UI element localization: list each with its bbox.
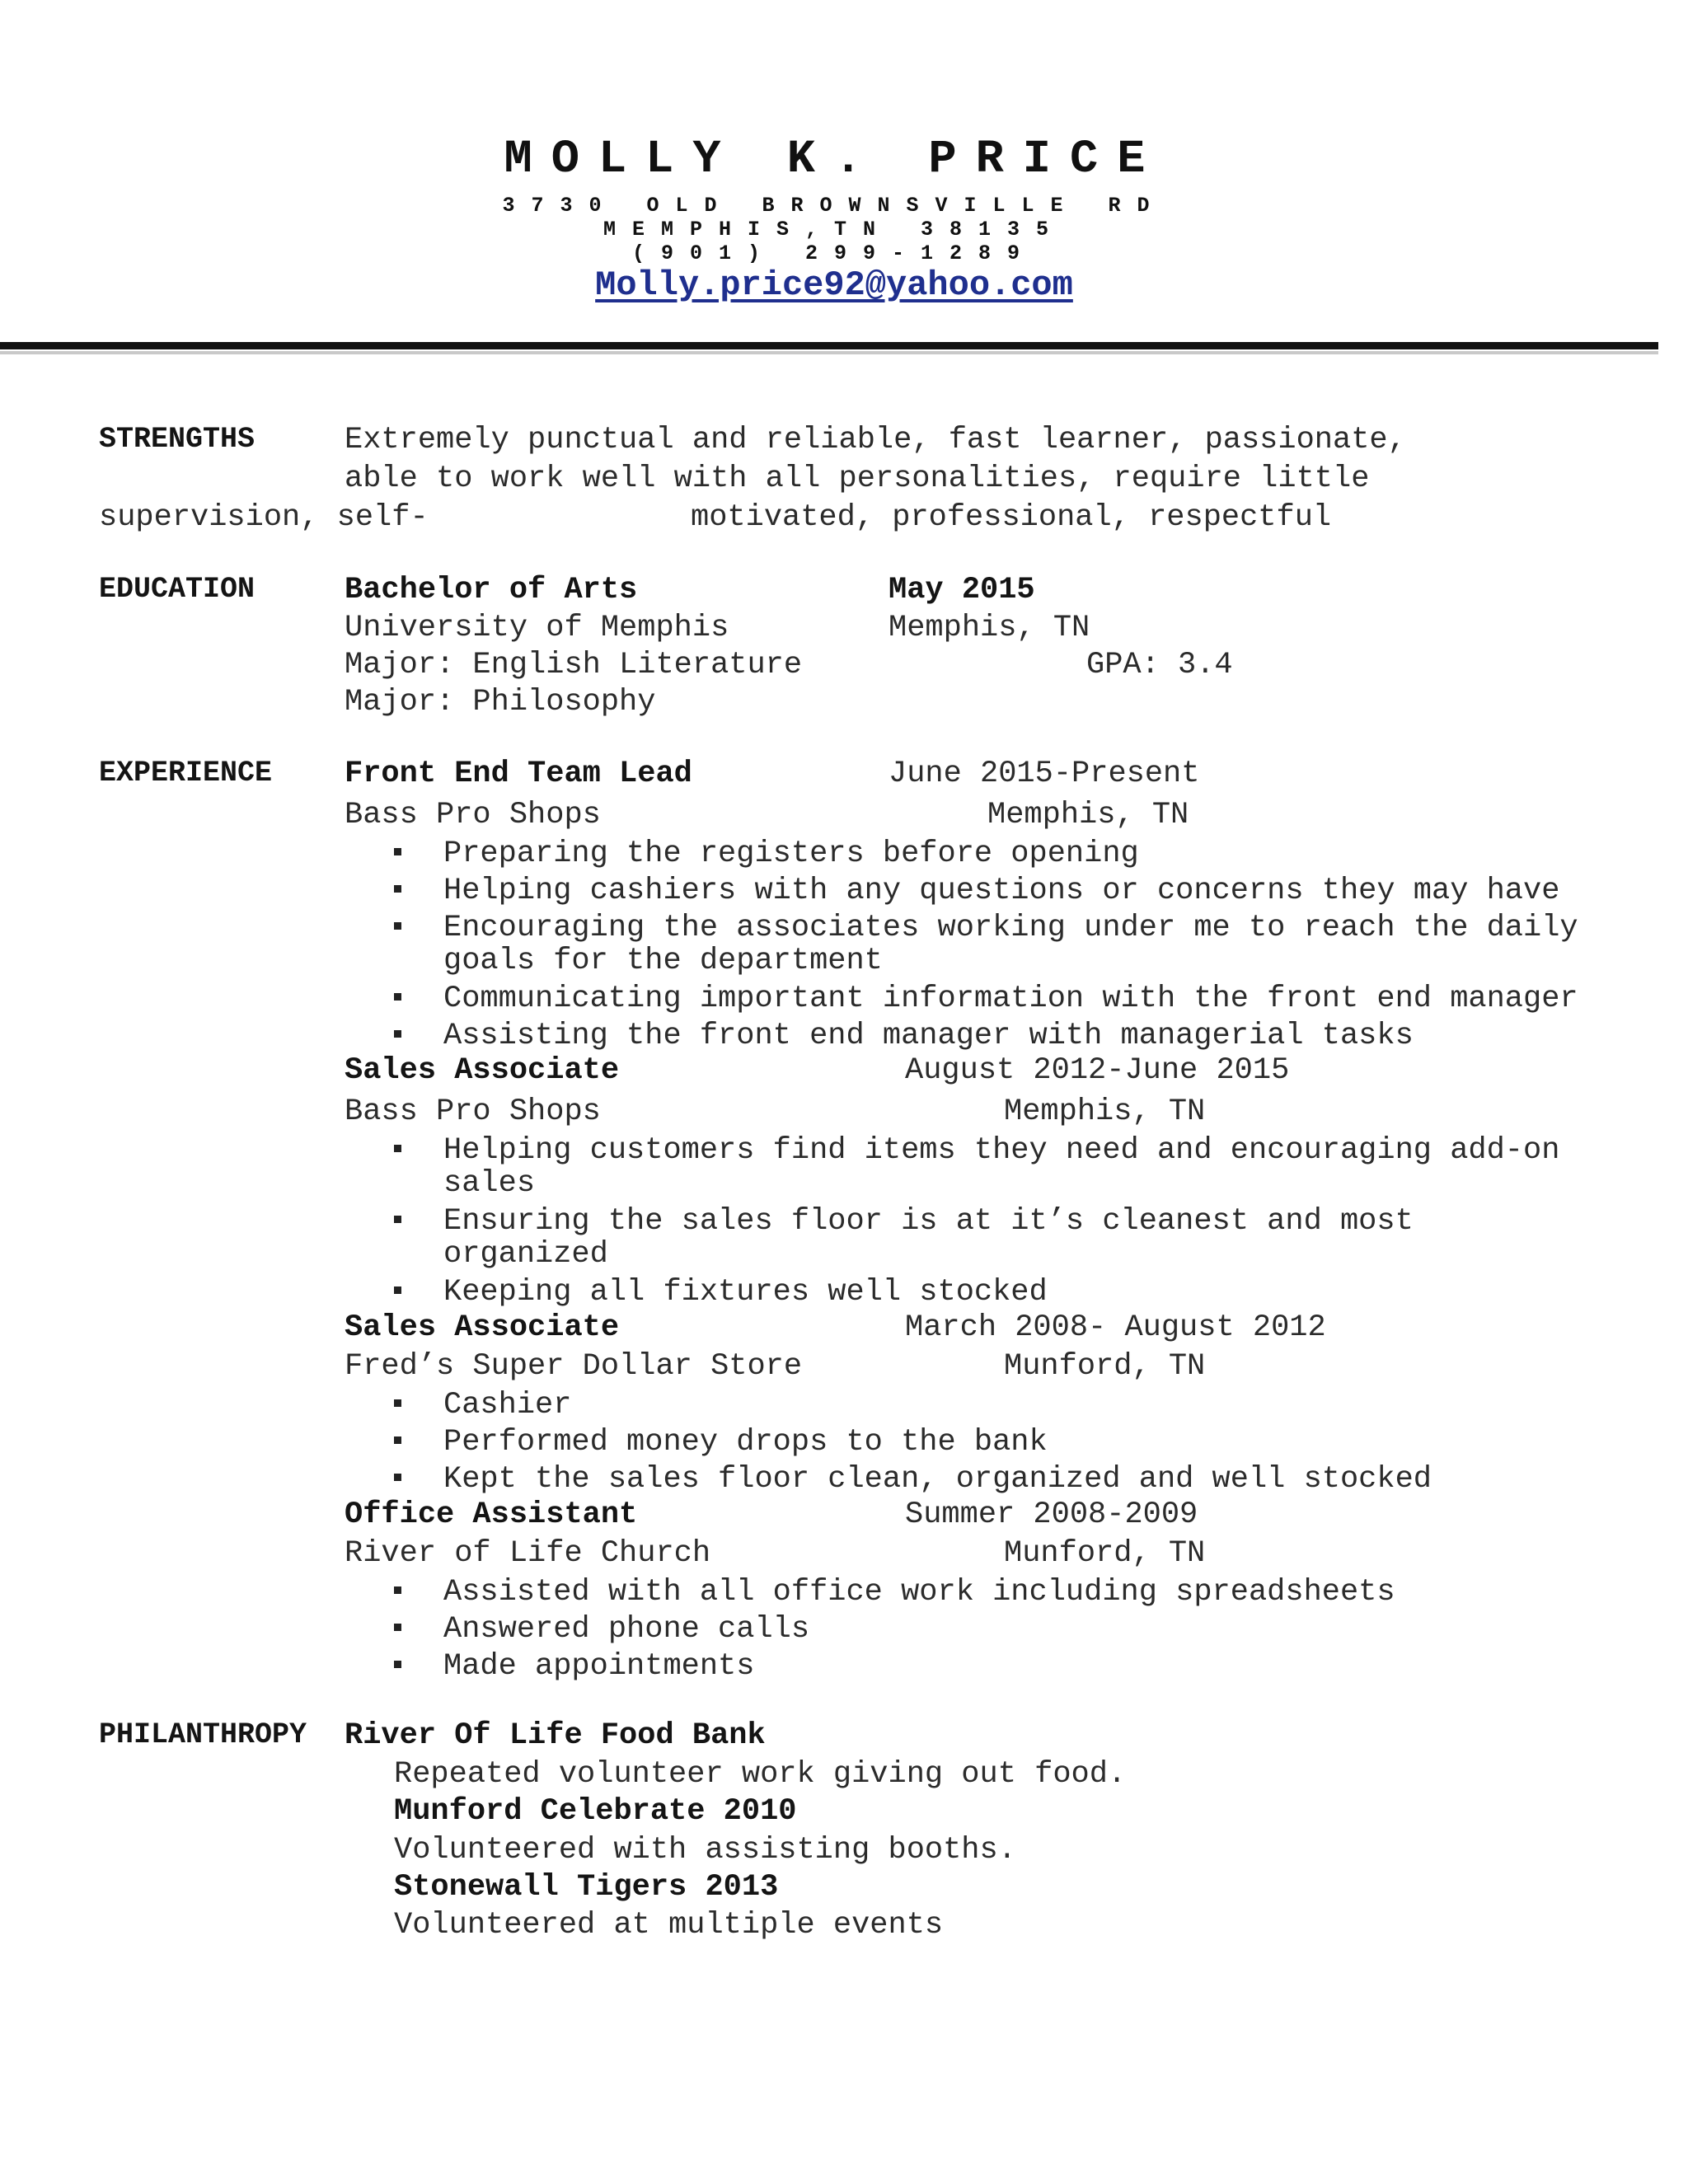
job-location: Memphis, TN <box>987 798 1189 832</box>
job-title: Sales Associate <box>345 1310 620 1345</box>
address-line-2: MEMPHIS,TN 38135 <box>603 218 1066 241</box>
bullet-icon <box>394 993 401 1001</box>
bullet-icon <box>394 885 401 893</box>
philanthropy-desc: Volunteered with assisting booths. <box>394 1833 1016 1868</box>
bullet-icon <box>394 1216 401 1223</box>
header-divider <box>0 342 1658 349</box>
job-bullet-continuation: organized <box>443 1237 608 1272</box>
bullet-icon <box>394 1624 401 1631</box>
job-employer: Bass Pro Shops <box>345 1094 601 1129</box>
bullet-icon <box>394 1399 401 1407</box>
strengths-line: motivated, professional, respectful <box>691 500 1332 535</box>
job-bullet: Helping customers find items they need and encouraging add-on <box>443 1133 1560 1168</box>
job-bullet: Preparing the registers before opening <box>443 837 1139 871</box>
job-bullet-continuation: sales <box>443 1166 536 1201</box>
philanthropy-title: River Of Life Food Bank <box>345 1718 766 1753</box>
job-bullet: Assisted with all office work including spreadsheets <box>443 1575 1395 1610</box>
job-employer: Bass Pro Shops <box>345 798 601 832</box>
job-bullet: Answered phone calls <box>443 1612 810 1647</box>
header-divider-shadow <box>0 351 1658 354</box>
bullet-icon <box>394 1436 401 1444</box>
job-bullet: Helping cashiers with any questions or concerns they may have <box>443 874 1560 908</box>
degree-date: May 2015 <box>889 573 1035 607</box>
job-employer: River of Life Church <box>345 1536 711 1571</box>
section-heading-education: EDUCATION <box>99 573 256 606</box>
resume-name: MOLLY K. PRICE <box>504 134 1165 186</box>
major-1: Major: English Literature <box>345 648 803 682</box>
bullet-icon <box>394 922 401 930</box>
bullet-icon <box>394 848 401 855</box>
bullet-icon <box>394 1030 401 1038</box>
job-bullet: Communicating important information with the front end manager <box>443 982 1578 1016</box>
degree-title: Bachelor of Arts <box>345 573 638 607</box>
job-dates: June 2015-Present <box>889 757 1200 791</box>
strengths-line: Extremely punctual and reliable, fast learner, passionate, <box>345 423 1406 457</box>
job-title: Front End Team Lead <box>345 757 692 791</box>
section-heading-strengths: STRENGTHS <box>99 423 256 456</box>
bullet-icon <box>394 1286 401 1294</box>
job-bullet: Keeping all fixtures well stocked <box>443 1275 1048 1310</box>
job-title: Sales Associate <box>345 1053 620 1088</box>
job-dates: August 2012-June 2015 <box>905 1053 1290 1088</box>
bullet-icon <box>394 1474 401 1481</box>
bullet-icon <box>394 1661 401 1668</box>
job-employer: Fred’s Super Dollar Store <box>345 1349 803 1384</box>
philanthropy-title: Stonewall Tigers 2013 <box>394 1870 779 1905</box>
strengths-line: supervision, self- <box>99 500 429 535</box>
gpa: GPA: 3.4 <box>1086 648 1233 682</box>
email-link[interactable]: Molly.price92@yahoo.com <box>595 265 1073 305</box>
major-2: Major: Philosophy <box>345 685 656 719</box>
job-dates: Summer 2008-2009 <box>905 1497 1198 1532</box>
bullet-icon <box>394 1586 401 1594</box>
job-bullet: Encouraging the associates working under me to reach the daily <box>443 911 1578 945</box>
job-location: Munford, TN <box>1004 1536 1206 1571</box>
section-heading-philanthropy: PHILANTHROPY <box>99 1718 307 1751</box>
phone-number: (901) 299-1289 <box>631 241 1037 265</box>
philanthropy-title: Munford Celebrate 2010 <box>394 1794 797 1829</box>
section-heading-experience: EXPERIENCE <box>99 757 273 790</box>
strengths-line: able to work well with all personalities, require little <box>345 462 1370 496</box>
address-line-1: 3730 OLD BROWNSVILLE RD <box>502 194 1166 218</box>
school-name: University of Memphis <box>345 611 729 645</box>
bullet-icon <box>394 1145 401 1152</box>
job-bullet: Assisting the front end manager with managerial tasks <box>443 1019 1414 1053</box>
job-bullet: Performed money drops to the bank <box>443 1425 1048 1460</box>
philanthropy-desc: Repeated volunteer work giving out food. <box>394 1757 1127 1792</box>
job-title: Office Assistant <box>345 1497 638 1532</box>
job-bullet: Kept the sales floor clean, organized and well stocked <box>443 1462 1432 1497</box>
job-bullet-continuation: goals for the department <box>443 944 883 978</box>
philanthropy-desc: Volunteered at multiple events <box>394 1908 944 1943</box>
job-bullet: Made appointments <box>443 1649 755 1684</box>
school-location: Memphis, TN <box>889 611 1090 645</box>
job-bullet: Cashier <box>443 1388 572 1422</box>
job-location: Munford, TN <box>1004 1349 1206 1384</box>
job-bullet: Ensuring the sales floor is at it’s cleanest and most <box>443 1204 1414 1239</box>
job-dates: March 2008- August 2012 <box>905 1310 1326 1345</box>
job-location: Memphis, TN <box>1004 1094 1206 1129</box>
